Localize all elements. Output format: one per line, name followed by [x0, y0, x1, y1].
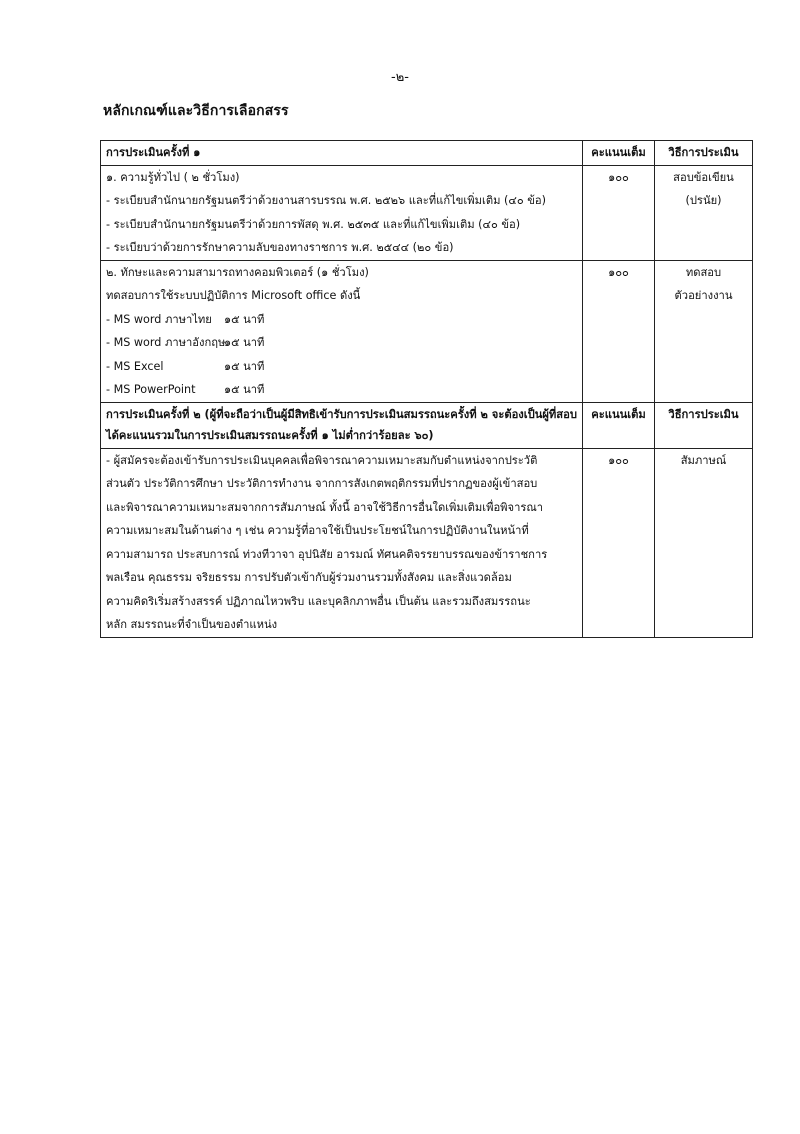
program-duration: ๑๕ นาที: [224, 336, 265, 349]
round2-content: [101, 448, 583, 637]
round1-header-row: [101, 141, 753, 166]
round1-method-header: วิธีการประเมิน: [655, 141, 753, 166]
program-row-word-english: [106, 331, 577, 355]
item1-method-line-1: สอบข้อเขียน: [673, 170, 734, 184]
round2-score: ๑๐๐: [583, 448, 655, 637]
program-duration: ๑๕ นาที: [224, 312, 265, 326]
round2-line-5: ความสามารถ ประสบการณ์ ท่วงทีวาจา อุปนิสัย อารมณ์ ทัศนคติจรรยาบรรณของข้าราชการ: [106, 547, 548, 561]
item2-content: [101, 260, 583, 402]
item1-score: ๑๐๐: [583, 165, 655, 260]
program-duration: ๑๕ นาที: [224, 383, 265, 396]
round1-item2-row: [101, 260, 753, 402]
item1-title: ๑. ความรู้ทั่วไป ( ๒ ชั่วโมง): [106, 170, 240, 184]
item1-content: [101, 165, 583, 260]
program-row-powerpoint: [106, 378, 577, 402]
round2-header: การประเมินครั้งที่ ๒ (ผู้ที่จะถือว่าเป็นผู้มีสิทธิเข้ารับการประเมินสมรรถนะครั้งที่ ๒ จะต้องเป็นผู้ที่สอบได้คะแนนรวมในการประเมินสมรรถนะครั้งที่ ๑ ไม่ต่ำกว่าร้อยละ ๖๐): [101, 402, 583, 448]
round1-header: การประเมินครั้งที่ ๑: [101, 141, 583, 166]
program-row-excel: [106, 355, 577, 379]
program-label: - MS PowerPoint: [106, 383, 196, 396]
program-row-word-thai: [106, 308, 577, 332]
item2-title: ๒. ทักษะและความสามารถทางคอมพิวเตอร์ (๑ ชั่วโมง): [106, 265, 369, 279]
item2-method-line-1: ทดสอบ: [685, 265, 722, 279]
document-title: หลักเกณฑ์และวิธีการเลือกสรร: [103, 103, 289, 119]
round2-method: สัมภาษณ์: [655, 448, 753, 637]
program-label: - MS word ภาษาอังกฤษ: [106, 336, 226, 349]
round2-line-3: และพิจารณาความเหมาะสมจากการสัมภาษณ์ ทั้งนี้ อาจใช้วิธีการอื่นใดเพิ่มเติมเพื่อพิจารณา: [106, 500, 544, 514]
round2-line-2: ส่วนตัว ประวัติการศึกษา ประวัติการทำงาน จากการสังเกตพฤติกรรมที่ปรากฏของผู้เข้าสอบ: [106, 477, 538, 490]
round2-score-header: คะแนนเต็ม: [583, 402, 655, 448]
round2-header-row: [101, 402, 753, 448]
program-label: - MS Excel: [106, 359, 164, 373]
round2-line-1: - ผู้สมัครจะต้องเข้ารับการประเมินบุคคลเพื่อพิจารณาความเหมาะสมกับตำแหน่งจากประวัติ: [106, 453, 538, 467]
round2-body-row: [101, 448, 753, 637]
item1-method-line-2: (ปรนัย): [685, 194, 722, 207]
item1-line-2: - ระเบียบสำนักนายกรัฐมนตรีว่าด้วยการพัสดุ พ.ศ. ๒๕๓๕ และที่แก้ไขเพิ่มเติม (๔๐ ข้อ): [106, 217, 521, 231]
round2-method-header: วิธีการประเมิน: [655, 402, 753, 448]
item1-line-1: - ระเบียบสำนักนายกรัฐมนตรีว่าด้วยงานสารบรรณ พ.ศ. ๒๕๒๖ และที่แก้ไขเพิ่มเติม (๔๐ ข้อ): [106, 194, 546, 207]
program-duration: ๑๕ นาที: [224, 359, 265, 373]
round1-score-header: คะแนนเต็ม: [583, 141, 655, 166]
item2-method: [655, 260, 753, 402]
round1-item1-row: [101, 165, 753, 260]
selection-criteria-table: [100, 140, 753, 638]
item2-score: ๑๐๐: [583, 260, 655, 402]
round2-line-8: หลัก สมรรถนะที่จำเป็นของตำแหน่ง: [106, 618, 278, 631]
program-label: - MS word ภาษาไทย: [106, 312, 212, 326]
item1-method: [655, 165, 753, 260]
round2-line-7: ความคิดริเริ่มสร้างสรรค์ ปฏิภาณไหวพริบ และบุคลิกภาพอื่น เป็นต้น และรวมถึงสมรรถนะ: [106, 594, 531, 608]
round2-line-6: พลเรือน คุณธรรม จริยธรรม การปรับตัวเข้ากับผู้ร่วมงานรวมทั้งสังคม และสิ่งแวดล้อม: [106, 571, 512, 584]
item1-line-3: - ระเบียบว่าด้วยการรักษาความลับของทางราชการ พ.ศ. ๒๕๔๔ (๒๐ ข้อ): [106, 241, 454, 254]
page-number: -๒-: [391, 70, 409, 85]
round2-line-4: ความเหมาะสมในด้านต่าง ๆ เช่น ความรู้ที่อาจใช้เป็นประโยชน์ในการปฏิบัติงานในหน้าที่: [106, 524, 529, 537]
item2-method-line-2: ตัวอย่างงาน: [674, 289, 733, 302]
item2-subtitle: ทดสอบการใช้ระบบปฏิบัติการ Microsoft office ดังนี้: [106, 289, 361, 302]
